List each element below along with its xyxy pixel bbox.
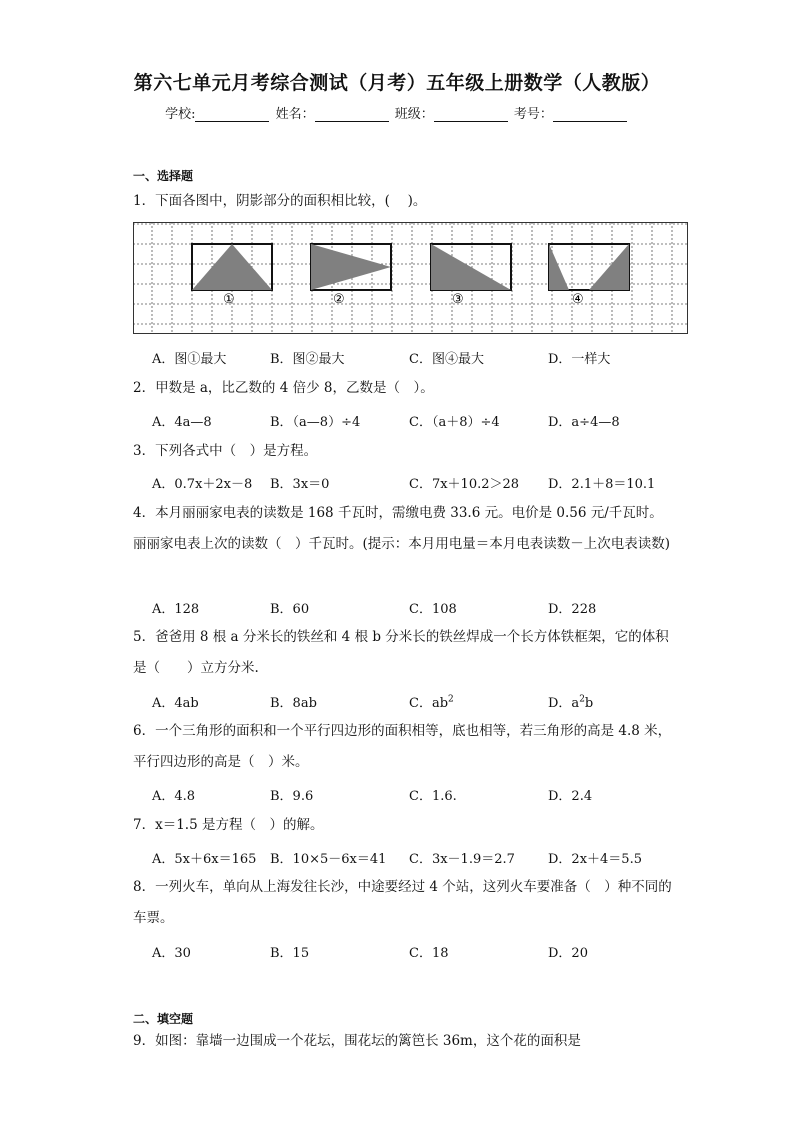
option-b[interactable]: B．3x＝0 xyxy=(270,477,330,492)
option-b[interactable]: B．8ab xyxy=(270,696,317,711)
figure-2-label: ② xyxy=(333,292,345,307)
figure-3-shaded-triangle xyxy=(431,244,511,290)
option-b[interactable]: B．15 xyxy=(270,946,310,961)
option-c-superscript: 2 xyxy=(448,694,454,705)
question-7: 7．x＝1.5 是方程（ ）的解。 xyxy=(133,817,324,833)
option-c[interactable]: C．18 xyxy=(409,946,449,961)
option-c[interactable]: C．1.6. xyxy=(409,789,457,804)
option-c[interactable]: C．（a＋8）÷4 xyxy=(409,415,500,430)
option-a[interactable]: A．128 xyxy=(152,602,200,617)
option-d[interactable]: D．a÷4—8 xyxy=(548,415,620,430)
option-a[interactable]: A．4.8 xyxy=(152,789,196,804)
option-d[interactable]: D．$a^2b$ xyxy=(548,694,594,711)
question-1: 1．下面各图中，阴影部分的面积相比较，( )。 xyxy=(133,193,427,209)
question-6: 6．一个三角形的面积和一个平行四边形的面积相等，底也相等，若三角形的高是 4.8 米，平行四边形的高是（ ）米。 xyxy=(133,723,672,770)
option-d-superscript: 2 xyxy=(579,694,585,705)
option-d[interactable]: D．2.1＋8＝10.1 xyxy=(548,477,656,492)
question-3: 3．下列各式中（ ）是方程。 xyxy=(133,443,318,459)
name-blank[interactable] xyxy=(315,107,389,122)
school-label: 学校: xyxy=(165,107,196,122)
option-d[interactable]: D．一样大 xyxy=(548,352,611,367)
option-a[interactable]: A．5x＋6x＝165 xyxy=(152,852,257,867)
figure-3-label: ③ xyxy=(452,292,464,307)
option-c[interactable] xyxy=(409,692,454,711)
number-blank[interactable] xyxy=(553,107,627,122)
option-d[interactable]: D．2x＋4＝5.5 xyxy=(548,852,642,867)
question-9: 9．如图：靠墙一边围成一个花坛，围花坛的篱笆长 36m，这个花的面积是 xyxy=(133,1033,581,1049)
class-label: 班级： xyxy=(394,107,434,122)
option-a[interactable]: A．30 xyxy=(152,946,191,961)
figure-4-shaded-right xyxy=(589,244,629,290)
option-a[interactable]: A．0.7x＋2x－8 xyxy=(152,477,253,492)
option-b[interactable]: B．（a—8）÷4 xyxy=(270,415,361,430)
option-b[interactable]: B．图②最大 xyxy=(270,352,345,367)
question-2: 2．甲数是 a，比乙数的 4 倍少 8，乙数是（ ）。 xyxy=(133,380,434,396)
number-label: 考号： xyxy=(513,107,553,122)
option-c[interactable]: C．7x＋10.2＞28 xyxy=(409,477,520,492)
option-b[interactable]: B．60 xyxy=(270,602,310,617)
student-info-line xyxy=(0,103,794,122)
option-c[interactable]: C．108 xyxy=(409,602,457,617)
option-d[interactable]: D．2.4 xyxy=(548,789,593,804)
question-8: 8．一列火车，单向从上海发往长沙，中途要经过 4 个站，这列火车要准备（ ）种不同的车票。 xyxy=(133,879,672,926)
option-a[interactable]: A．4a—8 xyxy=(152,415,212,430)
option-d[interactable]: D．228 xyxy=(548,602,597,617)
option-c[interactable]: C．图④最大 xyxy=(409,352,484,367)
option-d[interactable]: D．20 xyxy=(548,946,588,961)
question-5: 5．爸爸用 8 根 a 分米长的铁丝和 4 根 b 分米长的铁丝焊成一个长方体铁框架，它的体积是（ ）立方分米. xyxy=(133,629,669,676)
figure-1-shaded-triangle xyxy=(192,244,272,290)
option-b[interactable]: B．10×5－6x＝41 xyxy=(270,852,387,867)
name-label: 姓名： xyxy=(275,107,315,122)
shaded-area-figure xyxy=(133,222,688,334)
option-c-text: C．ab xyxy=(409,696,449,711)
figure-4-label: ④ xyxy=(572,292,584,307)
figure-2-shaded-triangle xyxy=(311,244,391,290)
figure-1-label: ① xyxy=(223,292,235,307)
question-4: 4．本月丽丽家电表的读数是 168 千瓦时，需缴电费 33.6 元。电价是 0.56 元/千瓦时。丽丽家电表上次的读数（ ）千瓦时。(提示：本月用电量＝本月电表读数－上次电表读数) xyxy=(133,505,671,552)
option-a[interactable]: A．4ab xyxy=(152,696,199,711)
class-blank[interactable] xyxy=(434,107,508,122)
option-b[interactable]: B．9.6 xyxy=(270,789,314,804)
option-c[interactable]: C．3x－1.9＝2.7 xyxy=(409,852,515,867)
option-a[interactable]: A．图①最大 xyxy=(152,352,227,367)
school-blank[interactable] xyxy=(195,107,269,122)
page-title: 第六七单元月考综合测试（月考）五年级上册数学（人教版） xyxy=(133,72,661,94)
section-fill-title: 二、填空题 xyxy=(133,1012,194,1026)
section-choice-title: 一、选择题 xyxy=(133,169,194,183)
